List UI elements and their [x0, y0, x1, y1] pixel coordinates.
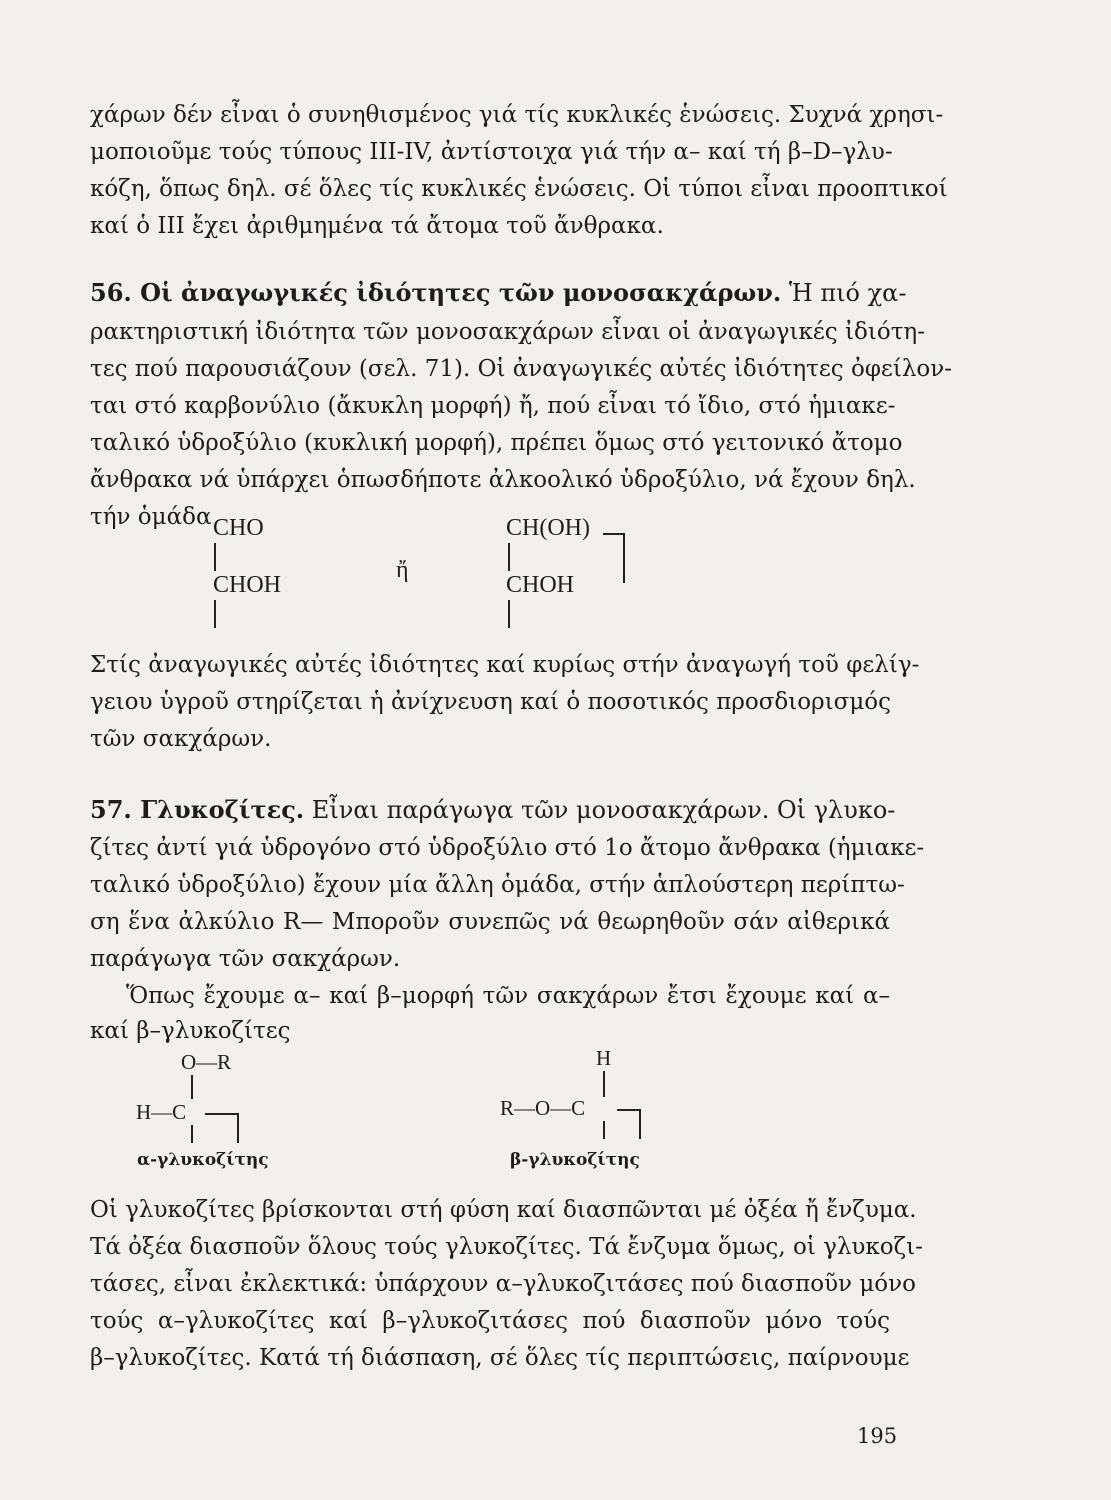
text-line: Ὅπως ἔχουμε α– καί β–μορφή τῶν σακχάρων ἔτσι ἔχουμε καί α–	[126, 983, 890, 1009]
formula-cho: CHO	[213, 515, 264, 541]
text-line: καί ὁ III ἔχει ἀριθμημένα τά ἄτομα τοῦ ἄνθρακα.	[90, 213, 664, 239]
section-57-first-line	[90, 795, 896, 825]
bond	[603, 1121, 605, 1139]
alpha-h-c: H—C	[136, 1100, 187, 1124]
text-line: τήν ὁμάδα	[90, 504, 212, 530]
formula-connector: ἤ	[396, 557, 409, 583]
bond	[623, 533, 625, 583]
bond	[214, 543, 216, 571]
formula-choh: CHOH	[506, 572, 575, 598]
text-line: Οἱ γλυκοζίτες βρίσκονται στή φύση καί διασπῶνται μέ ὀξέα ἤ ἔνζυμα.	[90, 1197, 917, 1223]
section-57-heading: 57. Γλυκοζίτες.	[90, 795, 305, 824]
bond	[191, 1125, 193, 1143]
bond	[191, 1075, 193, 1099]
text-line: τούς α–γλυκοζίτες καί β–γλυκοζιτάσες πού διασποῦν μόνο τούς	[90, 1308, 890, 1334]
text-line: Τά ὀξέα διασποῦν ὅλους τούς γλυκοζίτες. Τά ἔνζυμα ὅμως, οἱ γλυκοζι-	[90, 1234, 923, 1260]
text-line: Στίς ἀναγωγικές αὐτές ἰδιότητες καί κυρίως στήν ἀναγωγή τοῦ φελίγ-	[90, 652, 920, 678]
bond	[508, 600, 510, 628]
text-line: ρακτηριστική ἰδιότητα τῶν μονοσακχάρων εἶναι οἱ ἀναγωγικές ἰδιότη-	[90, 319, 925, 345]
bond	[639, 1109, 641, 1139]
bond	[603, 533, 625, 535]
alpha-glucoside-label: α-γλυκοζίτης	[137, 1150, 269, 1170]
beta-glucoside-label: β-γλυκοζίτης	[510, 1150, 640, 1170]
formula-ch-oh: CH(OH)	[506, 515, 590, 541]
text-line: ἄνθρακα νά ὑπάρχει ὁπωσδήποτε ἀλκοολικό ὑδροξύλιο, νά ἔχουν δηλ.	[90, 467, 916, 493]
text-line: τῶν σακχάρων.	[90, 726, 272, 752]
text-line: ζίτες ἀντί γιά ὑδρογόνο στό ὑδροξύλιο στό 1ο ἄτομο ἄνθρακα (ἡμιακε-	[90, 835, 925, 861]
bond	[617, 1109, 641, 1111]
bond	[214, 600, 216, 628]
text-line: καί β–γλυκοζίτες	[90, 1018, 291, 1044]
alpha-o-r: O—R	[181, 1050, 232, 1074]
text-line: ται στό καρβονύλιο (ἄκυκλη μορφή) ἤ, πού εἶναι τό ἴδιο, στό ἡμιακε-	[90, 393, 896, 419]
section-56-lead: Ἡ πιό χα-	[781, 279, 907, 307]
section-56-first-line	[90, 278, 907, 308]
section-56-heading: 56. Οἱ ἀναγωγικές ἰδιότητες τῶν μονοσακχάρων.	[90, 278, 782, 307]
text-line: ταλικό ὑδροξύλιο (κυκλική μορφή), πρέπει ὅμως στό γειτονικό ἄτομο	[90, 430, 903, 456]
formula-choh: CHOH	[213, 572, 282, 598]
page-number: 195	[857, 1424, 898, 1448]
bond	[508, 543, 510, 571]
text-line: τάσες, εἶναι ἐκλεκτικά: ὑπάρχουν α–γλυκοζιτάσες πού διασποῦν μόνο	[90, 1271, 916, 1297]
text-line: γειου ὑγροῦ στηρίζεται ἡ ἀνίχνευση καί ὁ ποσοτικός προσδιορισμός	[90, 689, 892, 715]
bond	[603, 1071, 605, 1097]
section-57-lead: Εἶναι παράγωγα τῶν μονοσακχάρων. Οἱ γλυκο-	[304, 796, 896, 824]
bond	[237, 1113, 239, 1143]
text-line: μοποιοῦμε τούς τύπους III-IV, ἀντίστοιχα γιά τήν α– καί τή β–D–γλυ-	[90, 139, 893, 165]
bond	[205, 1113, 239, 1115]
beta-h: H	[596, 1046, 612, 1070]
text-line: ση ἕνα ἀλκύλιο R— Μποροῦν συνεπῶς νά θεωρηθοῦν σάν αἰθερικά	[90, 909, 890, 935]
text-line: ταλικό ὑδροξύλιο) ἔχουν μία ἄλλη ὁμάδα, στήν ἁπλούστερη περίπτω-	[90, 872, 905, 898]
text-line: β–γλυκοζίτες. Κατά τή διάσπαση, σέ ὅλες τίς περιπτώσεις, παίρνουμε	[90, 1345, 910, 1371]
beta-r-o-c: R—O—C	[500, 1096, 586, 1120]
text-line: χάρων δέν εἶναι ὁ συνηθισμένος γιά τίς κυκλικές ἑνώσεις. Συχνά χρησι-	[90, 102, 944, 128]
text-line: τες πού παρουσιάζουν (σελ. 71). Οἱ ἀναγωγικές αὐτές ἰδιότητες ὀφείλον-	[90, 356, 953, 382]
text-line: κόζη, ὅπως δηλ. σέ ὅλες τίς κυκλικές ἑνώσεις. Οἱ τύποι εἶναι προοπτικοί	[90, 176, 948, 202]
text-line: παράγωγα τῶν σακχάρων.	[90, 946, 401, 972]
